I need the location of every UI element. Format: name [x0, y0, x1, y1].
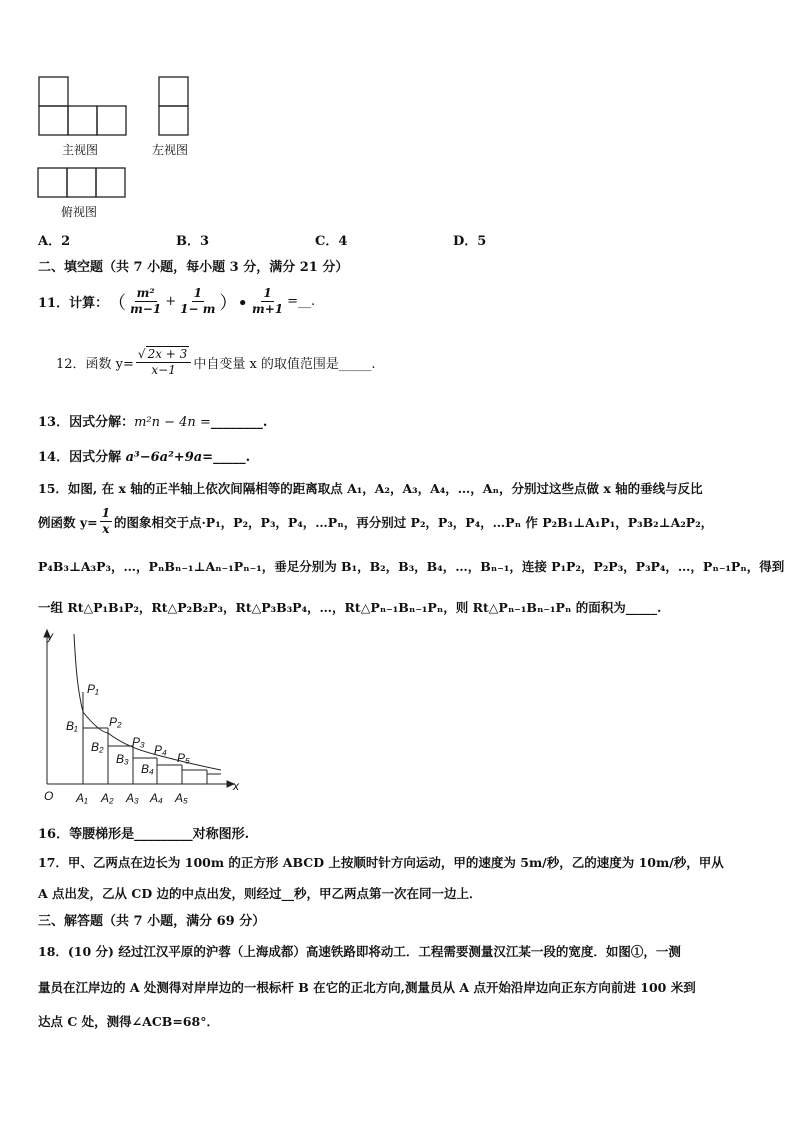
question-15-line1: 15．如图, 在 x 轴的正半轴上依次间隔相等的距离取点 A₁，A₂，A₃，A₄，…，Aₙ，分别过这些点做 x 轴的垂线与反比: [38, 481, 703, 496]
question-14: 14．因式分解 a³−6a²+9a=_____.: [38, 450, 251, 465]
q11-prefix: 11．计算：: [38, 296, 109, 311]
q15-graph: [36, 622, 246, 810]
graph-b1: B₁: [66, 719, 78, 733]
graph-b2: B₂: [91, 740, 104, 754]
top-view-drawing: [37, 167, 129, 199]
section2-header: 二、填空题（共 7 小题，每小题 3 分，满分 21 分）: [38, 260, 349, 275]
graph-a3: A₃: [126, 791, 139, 805]
question-18-line3: 达点 C 处，测得∠ACB=68°．: [38, 1014, 219, 1029]
question-13: 13．因式分解：m²n − 4n =________.: [38, 415, 268, 430]
graph-y-label: y: [47, 629, 53, 643]
question-15-line4: 一组 Rt△P₁B₁P₂，Rt△P₂B₂P₃，Rt△P₃B₃P₄，…，Rt△Pₙ₋₁Bₙ₋₁Pₙ，则 Rt△Pₙ₋₁Bₙ₋₁Pₙ 的面积为_____.: [38, 600, 662, 615]
section3-header: 三、解答题（共 7 小题，满分 69 分）: [38, 914, 266, 929]
front-view-drawing: [38, 76, 130, 138]
front-view-label: 主视图: [62, 143, 99, 157]
question-12: [56, 347, 376, 378]
graph-p4: P₄: [154, 743, 167, 757]
graph-p2: P₂: [109, 715, 122, 729]
question-11: 11．计算： （ $\frac{\text{m²}}{m-1}$ + $\frac{1}{1- m}$ ）• $\frac{1}{m+1}$ =__.: [38, 286, 316, 316]
option-b: B．3: [176, 234, 210, 249]
question-18-line1: 18．(10 分) 经过江汉平原的沪蓉（上海成都）高速铁路即将动工．工程需要测量汉江某一段的宽度．如图①，一测: [38, 944, 681, 959]
graph-a5: A₅: [175, 791, 188, 805]
question-16: 16．等腰梯形是_________对称图形.: [38, 827, 250, 842]
question-15-line3: P₄B₃⊥A₃P₃，…，PₙBₙ₋₁⊥Aₙ₋₁Pₙ₋₁，垂足分别为 B₁，B₂，B₃，B₄，…，Bₙ₋₁，连接 P₁P₂，P₂P₃，P₃P₄，…，Pₙ₋₁Pₙ，得到: [38, 559, 785, 574]
left-view-drawing: [158, 76, 192, 138]
q12-prefix: 12．函数 y=: [56, 357, 134, 372]
graph-a1: A₁: [76, 791, 88, 805]
question-15-line2: 例函数 y= $\frac{1}{x}$ 的图象相交于点·P₁，P₂，P₃，P₄，…Pₙ，再分别过 P₂，P₃，P₄，…Pₙ 作 P₂B₁⊥A₁P₁，P₃B₂⊥A₂P₂，: [38, 506, 714, 536]
question-17-line1: 17．甲、乙两点在边长为 100m 的正方形 ABCD 上按顺时针方向运动，甲的速度为 5m/秒，乙的速度为 10m/秒，甲从: [38, 855, 724, 870]
graph-a4: A₄: [150, 791, 163, 805]
graph-p5: P₅: [177, 751, 190, 765]
graph-b4: B₄: [141, 762, 154, 776]
graph-x-label: x: [233, 779, 239, 793]
graph-a2: A₂: [101, 791, 114, 805]
question-18-line2: 量员在江岸边的 A 处测得对岸岸边的一根标杆 B 在它的正北方向,测量员从 A 点开始沿岸边向正东方向前进 100 米到: [38, 980, 696, 995]
top-view-label: 俯视图: [61, 205, 98, 219]
question-17-line2: A 点出发，乙从 CD 边的中点出发，则经过__秒，甲乙两点第一次在同一边上．: [38, 886, 482, 901]
option-a: A．2: [38, 234, 71, 249]
graph-p1: P₁: [87, 682, 99, 696]
q11-frac1: $\frac{\text{m²}}{m-1}$: [130, 286, 162, 316]
graph-p3: P₃: [132, 735, 145, 749]
graph-b3: B₃: [116, 752, 129, 766]
option-d: D．5: [453, 234, 487, 249]
left-view-label: 左视图: [152, 143, 189, 157]
q11-frac2: $\frac{1}{1- m}$: [180, 286, 216, 316]
q11-suffix: =__.: [287, 294, 316, 309]
q12-frac: $\frac{√ 2x + 3}{x-1}$: [136, 347, 191, 378]
q12-suffix: 中自变量 x 的取值范围是_____.: [193, 357, 376, 372]
option-c: C．4: [315, 234, 348, 249]
q11-frac3: $\frac{1}{m+1}$: [252, 286, 284, 316]
graph-origin: O: [44, 789, 54, 803]
